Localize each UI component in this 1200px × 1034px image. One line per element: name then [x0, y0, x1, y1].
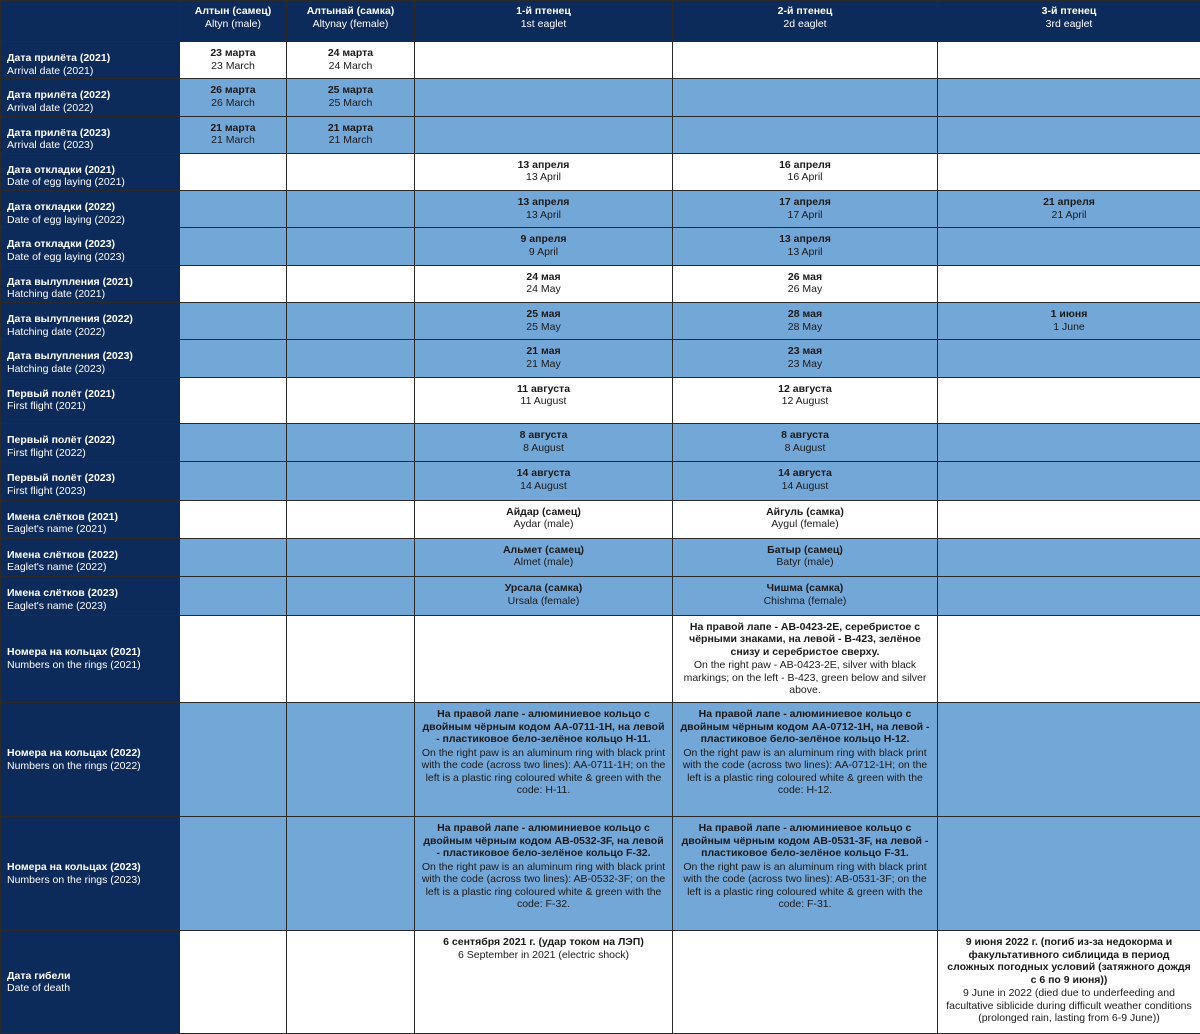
cell-ru-text: Айгуль (самка)	[766, 505, 844, 518]
cell-en-text: 12 August	[781, 395, 829, 408]
cell-date-of-death-eaglet-3	[938, 931, 1200, 1034]
cell-ring-numbers-2021-eaglet-1	[415, 615, 673, 703]
cell-ru-text: 26 марта	[210, 84, 256, 97]
cell-ru-text: 13 апреля	[517, 196, 570, 209]
cell-hatching-2023-eaglet-3	[938, 340, 1200, 377]
cell-ru-text: 21 мая	[526, 345, 561, 358]
cell-egg-laying-2023-eaglet-1	[415, 228, 673, 265]
column-header-eaglet-1	[415, 1, 673, 42]
table-row-eaglet-names-2021	[1, 500, 1200, 538]
cell-ring-numbers-2023-eaglet-1	[415, 817, 673, 931]
row-label-first-flight-2021	[1, 377, 180, 423]
cell-en-text: 21 March	[328, 134, 373, 147]
row-label-ru: Дата вылупления (2023)	[7, 350, 133, 363]
row-label-en: Numbers on the rings (2021)	[7, 658, 141, 671]
cell-egg-laying-2022-altynay	[287, 191, 415, 228]
cell-ru-text: 17 апреля	[779, 196, 831, 209]
cell-en-text: Batyr (male)	[776, 556, 834, 569]
cell-arrival-2023-eaglet-1	[415, 116, 673, 153]
row-label-ru: Номера на кольцах (2021)	[7, 646, 141, 659]
cell-ru-text: 21 марта	[210, 121, 256, 134]
row-label-en: Date of egg laying (2021)	[7, 176, 125, 189]
cell-eaglet-names-2021-altynay	[287, 500, 415, 538]
row-label-ring-numbers-2022	[1, 703, 180, 817]
column-header-ru: Алтынай (самка)	[306, 5, 395, 17]
cell-first-flight-2021-altyn	[180, 377, 287, 423]
cell-en-text: 8 August	[523, 441, 564, 454]
cell-ring-numbers-2022-altynay	[287, 703, 415, 817]
cell-first-flight-2023-eaglet-1	[415, 462, 673, 500]
cell-hatching-2022-eaglet-1	[415, 303, 673, 340]
cell-en-text: Chishma (female)	[763, 594, 847, 607]
cell-ru-text: 1 июня	[1050, 308, 1088, 321]
cell-ru-text: 13 апреля	[779, 233, 831, 246]
row-label-first-flight-2022	[1, 424, 180, 462]
cell-en-text: On the right paw is an aluminum ring with black print with the code (across two lines): AB-0532-3F; on the left is a plastic ring coloured white & green with the code: F-32.	[421, 860, 666, 911]
cell-eaglet-names-2023-eaglet-3	[938, 577, 1200, 615]
cell-ru-text: 6 сентября 2021 г. (удар током на ЛЭП)	[443, 936, 644, 949]
row-label-ru: Номера на кольцах (2023)	[7, 861, 141, 874]
cell-ring-numbers-2021-altynay	[287, 615, 415, 703]
row-label-en: Hatching date (2022)	[7, 325, 106, 338]
cell-hatching-2023-eaglet-2	[673, 340, 938, 377]
cell-ru-text: На правой лапе - алюминиевое кольцо с двойным чёрным кодом АВ-0531-3F, на левой - пластиковое бело-зелёное кольцо F-31.	[681, 822, 929, 860]
cell-ring-numbers-2023-eaglet-3	[938, 817, 1200, 931]
cell-egg-laying-2021-altyn	[180, 153, 287, 190]
cell-date-of-death-eaglet-2	[673, 931, 938, 1034]
cell-arrival-2022-eaglet-3	[938, 79, 1200, 116]
cell-ru-text: 21 апреля	[1043, 196, 1095, 209]
cell-arrival-2021-altyn	[180, 42, 287, 79]
cell-ring-numbers-2022-eaglet-1	[415, 703, 673, 817]
cell-ru-text: На правой лапе - алюминиевое кольцо с двойным чёрным кодом АА-0711-1Н, на левой - пластиковое бело-зелёное кольцо Н-11.	[422, 708, 665, 746]
cell-ru-text: 14 августа	[778, 467, 832, 480]
cell-egg-laying-2023-eaglet-3	[938, 228, 1200, 265]
row-label-en: Hatching date (2023)	[7, 362, 106, 375]
column-header-en: 3rd eaglet	[1045, 17, 1093, 30]
table-row-hatching-2022	[1, 303, 1200, 340]
row-label-eaglet-names-2023	[1, 577, 180, 615]
cell-egg-laying-2023-eaglet-2	[673, 228, 938, 265]
cell-hatching-2021-eaglet-1	[415, 265, 673, 302]
row-label-en: Date of death	[7, 982, 71, 995]
table-row-egg-laying-2022	[1, 191, 1200, 228]
cell-ring-numbers-2023-eaglet-2	[673, 817, 938, 931]
row-label-ru: Номера на кольцах (2022)	[7, 747, 141, 760]
cell-ring-numbers-2023-altyn	[180, 817, 287, 931]
cell-en-text: Ursala (female)	[507, 594, 580, 607]
cell-arrival-2022-altyn	[180, 79, 287, 116]
cell-en-text: 13 April	[525, 171, 562, 184]
cell-ring-numbers-2021-altyn	[180, 615, 287, 703]
cell-eaglet-names-2021-eaglet-1	[415, 500, 673, 538]
cell-en-text: 24 May	[526, 283, 561, 296]
cell-first-flight-2023-eaglet-2	[673, 462, 938, 500]
cell-hatching-2021-eaglet-2	[673, 265, 938, 302]
cell-egg-laying-2021-eaglet-3	[938, 153, 1200, 190]
cell-arrival-2022-eaglet-1	[415, 79, 673, 116]
table-row-ring-numbers-2021	[1, 615, 1200, 703]
cell-en-text: 13 April	[525, 208, 562, 221]
cell-arrival-2021-altynay	[287, 42, 415, 79]
row-label-en: First flight (2021)	[7, 400, 86, 413]
cell-eaglet-names-2023-eaglet-1	[415, 577, 673, 615]
cell-eaglet-names-2021-eaglet-3	[938, 500, 1200, 538]
row-label-en: Eaglet's name (2021)	[7, 523, 107, 536]
column-header-ru: Алтын (самец)	[194, 5, 272, 17]
cell-ru-text: 8 августа	[519, 429, 568, 442]
cell-ru-text: На правой лапе - алюминиевое кольцо с двойным чёрным кодом АВ-0532-3F, на левой - пластиковое бело-зелёное кольцо F-32.	[423, 822, 664, 860]
cell-en-text: 8 August	[784, 441, 826, 454]
cell-hatching-2023-altynay	[287, 340, 415, 377]
cell-hatching-2021-altynay	[287, 265, 415, 302]
row-label-ru: Дата вылупления (2022)	[7, 313, 133, 326]
table-row-first-flight-2021	[1, 377, 1200, 423]
table-row-arrival-2021	[1, 42, 1200, 79]
cell-egg-laying-2021-altynay	[287, 153, 415, 190]
cell-hatching-2022-altynay	[287, 303, 415, 340]
cell-egg-laying-2022-eaglet-1	[415, 191, 673, 228]
row-label-ru: Дата прилёта (2023)	[7, 126, 111, 139]
row-label-en: Arrival date (2021)	[7, 64, 94, 77]
row-label-egg-laying-2023	[1, 228, 180, 265]
table-row-eaglet-names-2022	[1, 538, 1200, 576]
row-label-hatching-2022	[1, 303, 180, 340]
row-label-hatching-2021	[1, 265, 180, 302]
cell-en-text: 21 March	[211, 134, 255, 147]
cell-arrival-2023-altynay	[287, 116, 415, 153]
row-label-ru: Дата гибели	[7, 969, 71, 982]
cell-ring-numbers-2021-eaglet-2	[673, 615, 938, 703]
cell-ru-text: Чишма (самка)	[766, 582, 844, 595]
cell-en-text: On the right paw - AB-0423-2E, silver with black markings; on the left - B-423, green below and silver above.	[683, 659, 927, 697]
row-label-ru: Дата откладки (2023)	[7, 238, 116, 251]
cell-en-text: Aydar (male)	[513, 518, 574, 531]
cell-egg-laying-2023-altyn	[180, 228, 287, 265]
cell-en-text: 23 March	[211, 59, 255, 72]
cell-en-text: 17 April	[787, 208, 823, 221]
cell-eaglet-names-2021-eaglet-2	[673, 500, 938, 538]
table-row-date-of-death	[1, 931, 1200, 1034]
cell-arrival-2021-eaglet-1	[415, 42, 673, 79]
cell-hatching-2023-altyn	[180, 340, 287, 377]
cell-first-flight-2021-altynay	[287, 377, 415, 423]
cell-en-text: 26 May	[787, 283, 823, 296]
cell-eaglet-names-2023-altynay	[287, 577, 415, 615]
cell-first-flight-2021-eaglet-1	[415, 377, 673, 423]
cell-en-text: 14 August	[781, 479, 829, 492]
cell-en-text: 1 June	[1053, 320, 1085, 333]
cell-arrival-2022-eaglet-2	[673, 79, 938, 116]
row-label-ru: Имена слётков (2021)	[7, 510, 118, 523]
cell-ru-text: 24 мая	[526, 270, 561, 283]
cell-first-flight-2022-eaglet-1	[415, 424, 673, 462]
cell-ru-text: 24 марта	[327, 47, 374, 59]
cell-egg-laying-2022-altyn	[180, 191, 287, 228]
cell-ru-text: Урсала (самка)	[504, 582, 583, 595]
row-label-en: Arrival date (2023)	[7, 139, 94, 152]
table-row-ring-numbers-2022	[1, 703, 1200, 817]
table-row-first-flight-2023	[1, 462, 1200, 500]
cell-en-text: 9 April	[528, 245, 559, 258]
row-label-en: Arrival date (2022)	[7, 101, 94, 114]
cell-en-text: On the right paw is an aluminum ring with black print with the code (across two lines): AA-0712-1H; on the left is a plastic ring coloured white & green with the code: H-12.	[682, 746, 928, 797]
cell-ru-text: 26 мая	[787, 270, 823, 283]
cell-first-flight-2022-eaglet-3	[938, 424, 1200, 462]
cell-en-text: 9 June in 2022 (died due to underfeeding and facultative siblicide during difficult weather conditions (prolonged rain, lasting from 6-9 June))	[946, 987, 1192, 1025]
row-label-en: Eaglet's name (2023)	[7, 599, 107, 612]
column-header-ru: 1-й птенец	[516, 5, 571, 17]
cell-ru-text: 12 августа	[778, 382, 832, 395]
row-label-ru: Первый полёт (2021)	[7, 387, 116, 400]
cell-eaglet-names-2023-altyn	[180, 577, 287, 615]
cell-ru-text: 13 апреля	[517, 158, 570, 171]
cell-hatching-2022-altyn	[180, 303, 287, 340]
row-label-en: First flight (2022)	[7, 446, 86, 459]
table-row-eaglet-names-2023	[1, 577, 1200, 615]
cell-eaglet-names-2022-altyn	[180, 538, 287, 576]
row-label-en: Hatching date (2021)	[7, 288, 106, 301]
cell-eaglet-names-2021-altyn	[180, 500, 287, 538]
row-label-en: Date of egg laying (2022)	[7, 213, 125, 226]
column-header-ru: 3-й птенец	[1041, 5, 1097, 17]
row-label-eaglet-names-2021	[1, 500, 180, 538]
table-row-hatching-2021	[1, 265, 1200, 302]
row-label-en: Numbers on the rings (2023)	[7, 873, 141, 886]
cell-en-text: 26 March	[211, 96, 255, 109]
cell-eaglet-names-2022-eaglet-1	[415, 538, 673, 576]
cell-arrival-2023-altyn	[180, 116, 287, 153]
cell-ru-text: 25 мая	[526, 308, 561, 321]
header-row	[1, 1, 1200, 42]
row-label-arrival-2023	[1, 116, 180, 153]
column-header-altynay	[287, 1, 415, 42]
cell-first-flight-2022-altynay	[287, 424, 415, 462]
column-header-en: Altynay (female)	[312, 17, 389, 30]
cell-en-text: 21 May	[526, 357, 561, 370]
cell-hatching-2022-eaglet-2	[673, 303, 938, 340]
cell-arrival-2023-eaglet-2	[673, 116, 938, 153]
cell-hatching-2021-eaglet-3	[938, 265, 1200, 302]
cell-eaglet-names-2023-eaglet-2	[673, 577, 938, 615]
cell-ru-text: 11 августа	[516, 382, 571, 395]
cell-egg-laying-2023-altynay	[287, 228, 415, 265]
table-row-arrival-2023	[1, 116, 1200, 153]
cell-en-text: 21 April	[1051, 208, 1087, 221]
cell-en-text: 13 April	[787, 245, 823, 258]
cell-eaglet-names-2022-altynay	[287, 538, 415, 576]
cell-first-flight-2023-altyn	[180, 462, 287, 500]
cell-en-text: 24 March	[328, 59, 373, 72]
cell-date-of-death-altynay	[287, 931, 415, 1034]
cell-ru-text: 14 августа	[516, 467, 571, 480]
cell-en-text: Almet (male)	[513, 556, 574, 569]
cell-ru-text: На правой лапе - алюминиевое кольцо с двойным чёрным кодом АА-0712-1Н, на левой - пластиковое бело-зелёное кольцо Н-12.	[680, 708, 930, 746]
cell-arrival-2021-eaglet-2	[673, 42, 938, 79]
row-label-hatching-2023	[1, 340, 180, 377]
cell-en-text: Aygul (female)	[771, 518, 839, 531]
cell-egg-laying-2022-eaglet-3	[938, 191, 1200, 228]
cell-ru-text: 9 апреля	[520, 233, 567, 246]
cell-first-flight-2021-eaglet-2	[673, 377, 938, 423]
row-label-ring-numbers-2021	[1, 615, 180, 703]
row-label-arrival-2021	[1, 42, 180, 79]
row-label-arrival-2022	[1, 79, 180, 116]
cell-ru-text: 23 марта	[210, 47, 256, 59]
cell-ru-text: 28 мая	[787, 308, 823, 321]
table-row-ring-numbers-2023	[1, 817, 1200, 931]
cell-first-flight-2021-eaglet-3	[938, 377, 1200, 423]
corner-header	[1, 1, 180, 42]
row-label-en: Eaglet's name (2022)	[7, 561, 107, 574]
cell-first-flight-2022-eaglet-2	[673, 424, 938, 462]
row-label-ru: Первый полёт (2022)	[7, 434, 116, 447]
cell-ru-text: 21 марта	[327, 121, 374, 134]
table-row-egg-laying-2021	[1, 153, 1200, 190]
table-row-hatching-2023	[1, 340, 1200, 377]
cell-en-text: On the right paw is an aluminum ring with black print with the code (across two lines): AA-0711-1H; on the left is a plastic ring coloured white & green with the code: H-11.	[421, 746, 666, 797]
column-header-eaglet-3	[938, 1, 1200, 42]
column-header-en: Altyn (male)	[204, 17, 261, 30]
row-label-ru: Дата откладки (2022)	[7, 201, 116, 214]
cell-egg-laying-2022-eaglet-2	[673, 191, 938, 228]
cell-ru-text: 16 апреля	[779, 158, 831, 171]
cell-arrival-2023-eaglet-3	[938, 116, 1200, 153]
cell-en-text: 28 May	[787, 320, 823, 333]
cell-en-text: On the right paw is an aluminum ring with black print with the code (across two lines): AB-0531-3F; on the left is a plastic ring coloured white & green with the code: F-31.	[683, 860, 927, 911]
row-label-en: First flight (2023)	[7, 484, 86, 497]
cell-en-text: 25 March	[328, 96, 373, 109]
cell-en-text: 11 August	[520, 395, 567, 408]
row-label-egg-laying-2022	[1, 191, 180, 228]
cell-ring-numbers-2023-altynay	[287, 817, 415, 931]
cell-en-text: 16 April	[787, 171, 823, 184]
row-label-en: Numbers on the rings (2022)	[7, 759, 141, 772]
row-label-ring-numbers-2023	[1, 817, 180, 931]
row-label-eaglet-names-2022	[1, 538, 180, 576]
row-label-ru: Дата прилёта (2021)	[7, 52, 111, 64]
cell-ru-text: 8 августа	[781, 429, 829, 442]
cell-date-of-death-altyn	[180, 931, 287, 1034]
cell-ru-text: На правой лапе - АВ-0423-2Е, серебристое с чёрными знаками, на левой - В-423, зелёное снизу и серебристое сверху.	[689, 620, 921, 658]
cell-hatching-2022-eaglet-3	[938, 303, 1200, 340]
column-header-eaglet-2	[673, 1, 938, 42]
table-body	[1, 42, 1200, 1034]
row-label-ru: Дата прилёта (2022)	[7, 89, 111, 102]
cell-ru-text: Батыр (самец)	[767, 543, 843, 556]
cell-en-text: 23 May	[787, 357, 823, 370]
row-label-ru: Дата вылупления (2021)	[7, 275, 133, 288]
row-label-date-of-death	[1, 931, 180, 1034]
cell-ru-text: 23 мая	[787, 345, 823, 358]
cell-ring-numbers-2022-eaglet-3	[938, 703, 1200, 817]
row-label-ru: Первый полёт (2023)	[7, 472, 116, 485]
cell-hatching-2021-altyn	[180, 265, 287, 302]
cell-arrival-2021-eaglet-3	[938, 42, 1200, 79]
column-header-altyn	[180, 1, 287, 42]
cell-ring-numbers-2022-altyn	[180, 703, 287, 817]
cell-date-of-death-eaglet-1	[415, 931, 673, 1034]
cell-ru-text: Альмет (самец)	[502, 543, 585, 556]
table-row-first-flight-2022	[1, 424, 1200, 462]
cell-ring-numbers-2021-eaglet-3	[938, 615, 1200, 703]
table-row-egg-laying-2023	[1, 228, 1200, 265]
row-label-ru: Имена слётков (2023)	[7, 587, 118, 600]
row-label-ru: Имена слётков (2022)	[7, 548, 118, 561]
table-row-arrival-2022	[1, 79, 1200, 116]
row-label-en: Date of egg laying (2023)	[7, 250, 125, 263]
cell-en-text: 14 August	[520, 479, 567, 492]
row-label-first-flight-2023	[1, 462, 180, 500]
cell-en-text: 25 May	[526, 320, 561, 333]
row-label-ru: Дата откладки (2021)	[7, 163, 116, 176]
cell-ru-text: 25 марта	[327, 84, 374, 97]
cell-first-flight-2022-altyn	[180, 424, 287, 462]
row-label-egg-laying-2021	[1, 153, 180, 190]
cell-eaglet-names-2022-eaglet-2	[673, 538, 938, 576]
cell-hatching-2023-eaglet-1	[415, 340, 673, 377]
column-header-en: 1st eaglet	[520, 17, 567, 30]
cell-first-flight-2023-eaglet-3	[938, 462, 1200, 500]
cell-first-flight-2023-altynay	[287, 462, 415, 500]
cell-ring-numbers-2022-eaglet-2	[673, 703, 938, 817]
cell-egg-laying-2021-eaglet-1	[415, 153, 673, 190]
cell-egg-laying-2021-eaglet-2	[673, 153, 938, 190]
cell-en-text: 6 September in 2021 (electric shock)	[458, 948, 629, 961]
column-header-en: 2d eaglet	[783, 17, 827, 30]
cell-arrival-2022-altynay	[287, 79, 415, 116]
cell-ru-text: 9 июня 2022 г. (погиб из-за недокорма и факультативного сиблицида в период сложных погодных условий (затяжного дождя с 6 по 9 июня))	[947, 936, 1191, 986]
cell-ru-text: Айдар (самец)	[506, 505, 581, 518]
cell-eaglet-names-2022-eaglet-3	[938, 538, 1200, 576]
column-header-ru: 2-й птенец	[777, 5, 833, 17]
